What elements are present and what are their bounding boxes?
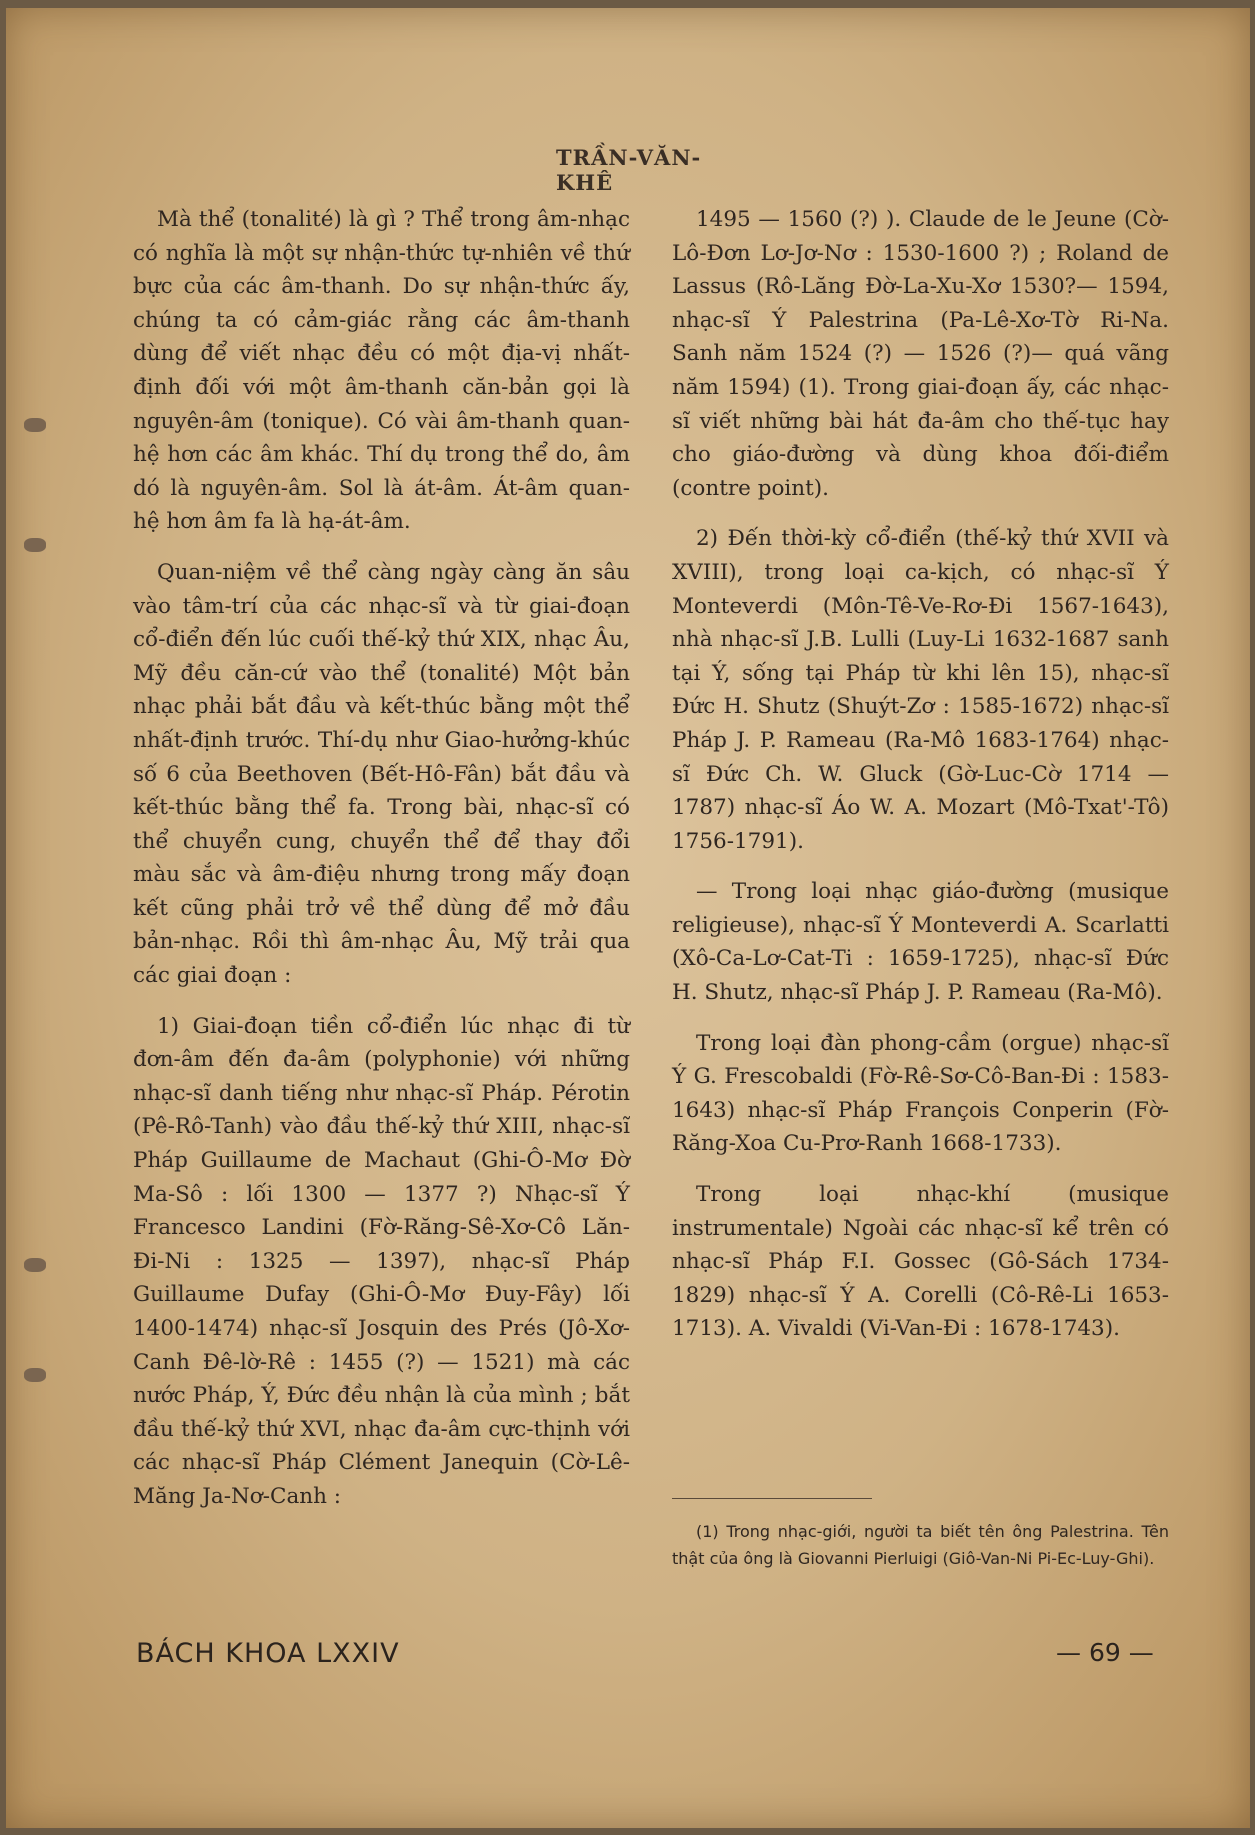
footnote-divider [672,1498,872,1499]
left-paragraph-1: Mà thể (tonalité) là gì ? Thể trong âm-nhạc có nghĩa là một sự nhận-thức tự-nhiên về thứ bực của các âm-thanh. Do sự nhận-thức ấy, chúng ta có cảm-giác rằng các âm-thanh dùng để viết nhạc đều có một địa-vị nhất-định đối với một âm-thanh căn-bản gọi là nguyên-âm (tonique). Có vài âm-thanh quan-hệ hơn các âm khác. Thí dụ trong thể do, âm dó là nguyên-âm. Sol là át-âm. Át-âm quan-hệ hơn âm fa là hạ-át-âm. [133,207,630,535]
left-paragraph-2: Quan-niệm về thể càng ngày càng ăn sâu vào tâm-trí của các nhạc-sĩ và từ giai-đoạn cổ-điển đến lúc cuối thế-kỷ thứ XIX, nhạc Âu, Mỹ đều căn-cứ vào thể (tonalité) Một bản nhạc phải bắt đầu và kết-thúc bằng một thể nhất-định trước. Thí-dụ như Giao-hưởng-khúc số 6 của Beethoven (Bết-Hô-Fân) bắt đầu và kết-thúc bằng thể fa. Trong bài, nhạc-sĩ có thể chuyển cung, chuyển thể để thay đổi màu sắc và âm-điệu nhưng trong mấy đoạn kết cũng phải trở về thể dùng để mở đầu bản-nhạc. Rồi thì âm-nhạc Âu, Mỹ trải qua các giai đoạn : [133,559,630,989]
footnote: (1) Trong nhạc-giới, người ta biết tên ông Palestrina. Tên thật của ông là Giovanni Pierluigi (Giô-Van-Ni Pi-Ec-Luy-Ghi). [672,1522,1169,1568]
binding-hole-mark [24,418,46,432]
page-number: — 69 — [1056,1638,1154,1667]
running-head-author: TRẦN-VĂN-KHÊ [556,145,702,195]
journal-title: BÁCH KHOA LXXIV [136,1638,400,1669]
binding-hole-mark [24,1368,46,1382]
right-column [672,203,1169,1363]
right-paragraph-5: Trong loại nhạc-khí (musique instrumentale) Ngoài các nhạc-sĩ kể trên có nhạc-sĩ Pháp F.I. Gossec (Gô-Sách 1734-1829) nhạc-sĩ Ý A. Corelli (Cô-Rê-Li 1653-1713). A. Vivaldi (Vi-Van-Đi : 1678-1743). [672,1182,1169,1342]
scanned-page [6,8,1250,1828]
binding-hole-mark [24,538,46,552]
binding-hole-mark [24,1258,46,1272]
right-paragraph-3: — Trong loại nhạc giáo-đường (musique religieuse), nhạc-sĩ Ý Monteverdi A. Scarlatti (Xô-Ca-Lơ-Cat-Ti : 1659-1725), nhạc-sĩ Đức H. Shutz, nhạc-sĩ Pháp J. P. Rameau (Ra-Mô). [672,879,1169,1006]
left-paragraph-3: 1) Giai-đoạn tiền cổ-điển lúc nhạc đi từ đơn-âm đến đa-âm (polyphonie) với những nhạc-sĩ danh tiếng như nhạc-sĩ Pháp. Pérotin (Pê-Rô-Tanh) vào đầu thế-kỷ thứ XIII, nhạc-sĩ Pháp Guillaume de Machaut (Ghi-Ô-Mơ Đờ Ma-Sô : lối 1300 — 1377 ?) Nhạc-sĩ Ý Francesco Landini (Fờ-Răng-Sê-Xơ-Cô Lăn-Đi-Ni : 1325 — 1397), nhạc-sĩ Pháp Guillaume Dufay (Ghi-Ô-Mơ Đuy-Fây) lối 1400-1474) nhạc-sĩ Josquin des Prés (Jô-Xơ-Canh Đê-lờ-Rê : 1455 (?) — 1521) mà các nước Pháp, Ý, Đức đều nhận là của mình ; bắt đầu thế-kỷ thứ XVI, nhạc đa-âm cực-thịnh với các nhạc-sĩ Pháp Clément Janequin (Cờ-Lê-Măng Ja-Nơ-Canh : [133,1013,630,1509]
right-paragraph-1: 1495 — 1560 (?) ). Claude de le Jeune (Cờ-Lô-Đơn Lơ-Jơ-Nơ : 1530-1600 ?) ; Roland de Lassus (Rô-Lăng Đờ-La-Xu-Xơ 1530?— 1594, nhạc-sĩ Ý Palestrina (Pa-Lê-Xơ-Tờ Ri-Na. Sanh năm 1524 (?) — 1526 (?)— quá vãng năm 1594) (1). Trong giai-đoạn ấy, các nhạc-sĩ viết những bài hát đa-âm cho thế-tục hay cho giáo-đường và dùng khoa đối-điểm (contre point). [672,207,1169,501]
left-column [133,203,630,1531]
right-paragraph-2: 2) Đến thời-kỳ cổ-điển (thế-kỷ thứ XVII và XVIII), trong loại ca-kịch, có nhạc-sĩ Ý Monteverdi (Môn-Tê-Ve-Rơ-Đi 1567-1643), nhà nhạc-sĩ J.B. Lulli (Luy-Li 1632-1687 sanh tại Ý, sống tại Pháp từ khi lên 15), nhạc-sĩ Đức H. Shutz (Shuýt-Zơ : 1585-1672) nhạc-sĩ Pháp J. P. Rameau (Ra-Mô 1683-1764) nhạc-sĩ Đức Ch. W. Gluck (Gờ-Luc-Cờ 1714 — 1787) nhạc-sĩ Áo W. A. Mozart (Mô-Txat'-Tô) 1756-1791). [672,526,1169,854]
right-paragraph-4: Trong loại đàn phong-cầm (orgue) nhạc-sĩ Ý G. Frescobaldi (Fờ-Rê-Sơ-Cô-Ban-Đi : 1583-1643) nhạc-sĩ Pháp François Conperin (Fờ-Răng-Xoa Cu-Prơ-Ranh 1668-1733). [672,1030,1169,1157]
